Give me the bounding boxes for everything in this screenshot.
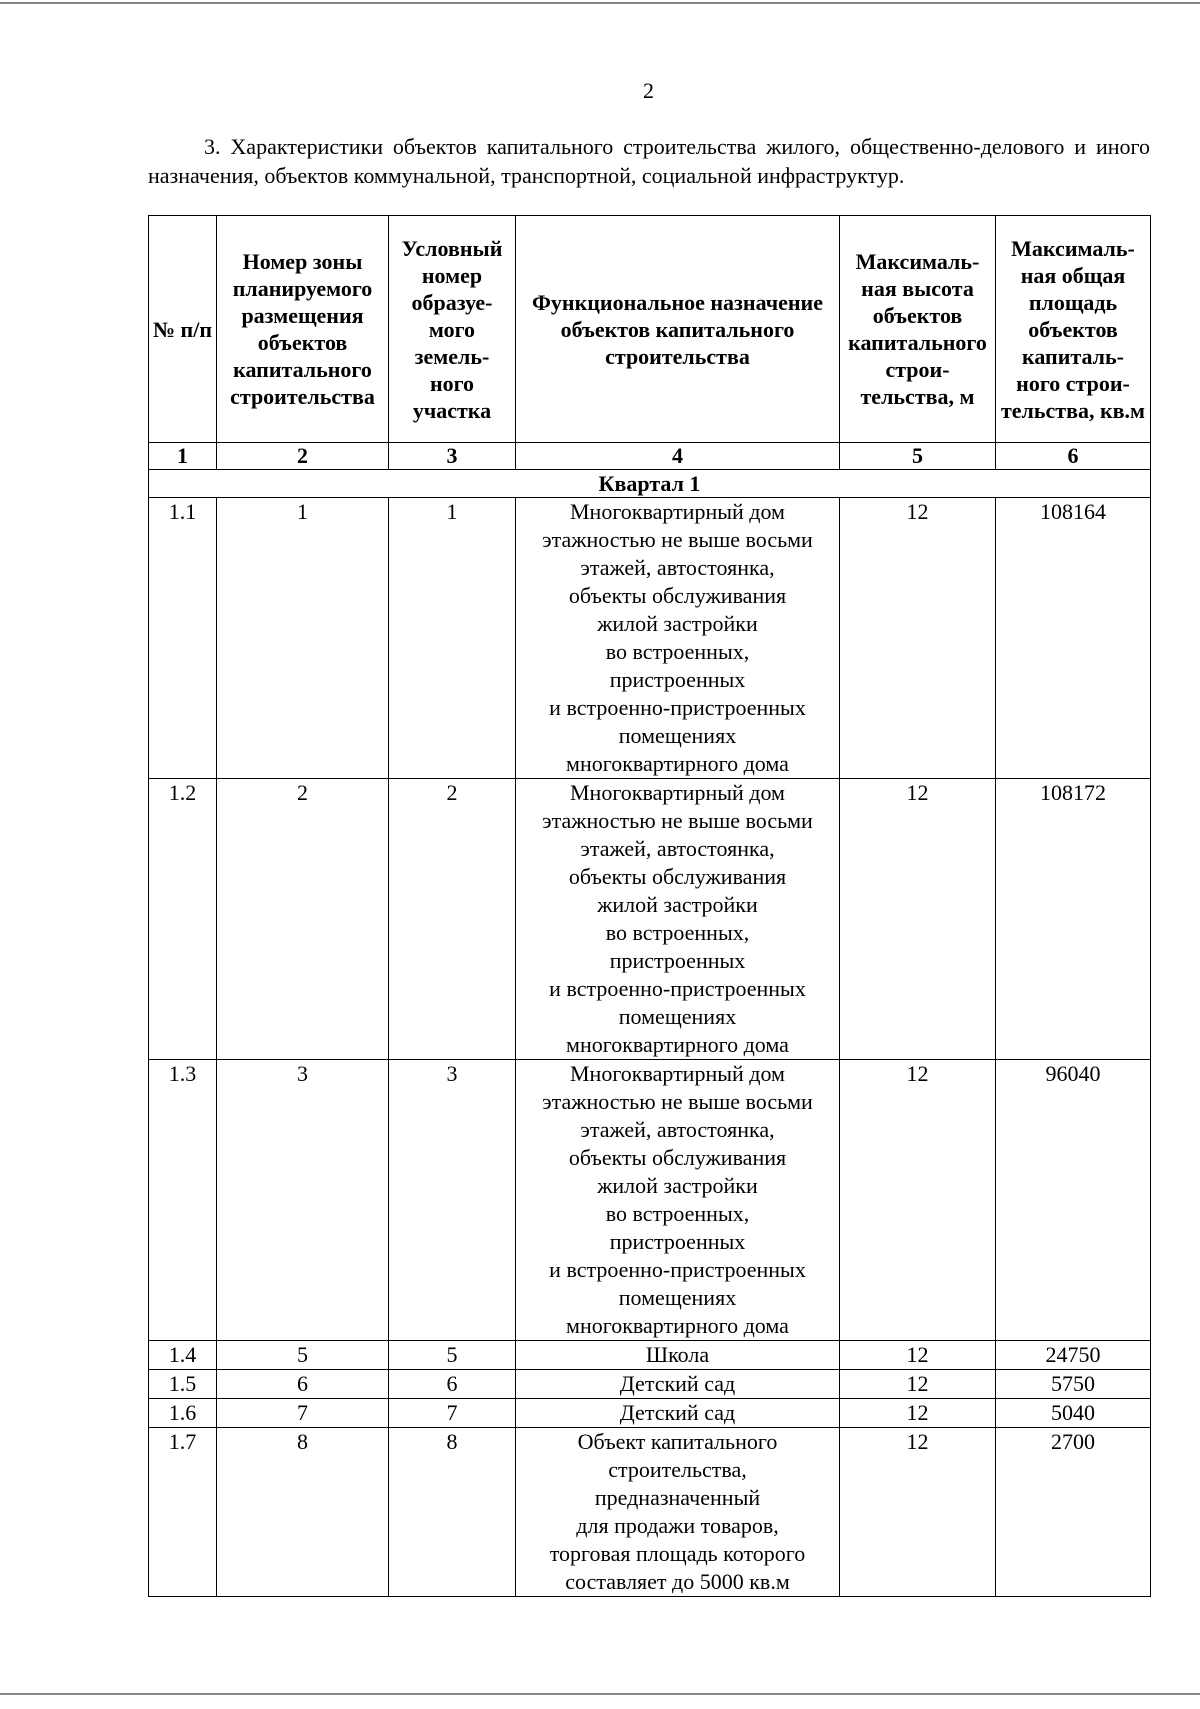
zone-number: 6: [217, 1370, 389, 1399]
functional-purpose: Многоквартирный дом этажностью не выше восьми этажей, автостоянка, объекты обслуживания жилой застройки во встроенных, пристроенных и встроенно-пристроенных помещениях многоквартирного дома: [516, 498, 840, 779]
max-area: 5040: [996, 1399, 1151, 1428]
header-cell-max-height: Максималь- ная высота объектов капитального строи- тельства, м: [840, 216, 996, 443]
row-number: 1.7: [149, 1428, 217, 1597]
header-cell-max-area: Максималь- ная общая площадь объектов капиталь- ного строи- тельства, кв.м: [996, 216, 1151, 443]
max-height: 12: [840, 1399, 996, 1428]
header-cell-purpose: Функциональное назначение объектов капитального строительства: [516, 216, 840, 443]
header-cell-plot: Условный номер образуе- мого земель- ного участка: [389, 216, 516, 443]
table-row: [149, 498, 1151, 779]
plot-number: 2: [389, 779, 516, 1060]
section-title: Квартал 1: [149, 470, 1151, 498]
plot-number: 5: [389, 1341, 516, 1370]
column-number: 2: [217, 443, 389, 470]
max-area: 108172: [996, 779, 1151, 1060]
functional-purpose: Многоквартирный дом этажностью не выше восьми этажей, автостоянка, объекты обслуживания жилой застройки во встроенных, пристроенных и встроенно-пристроенных помещениях многоквартирного дома: [516, 779, 840, 1060]
scan-edge-bottom: [0, 1693, 1200, 1695]
capital-construction-table: [148, 215, 1151, 1597]
max-height: 12: [840, 779, 996, 1060]
max-area: 108164: [996, 498, 1151, 779]
plot-number: 8: [389, 1428, 516, 1597]
max-height: 12: [840, 1341, 996, 1370]
zone-number: 5: [217, 1341, 389, 1370]
table-row: [149, 1370, 1151, 1399]
table-row: [149, 1060, 1151, 1341]
max-area: 24750: [996, 1341, 1151, 1370]
table-row: [149, 779, 1151, 1060]
column-number: 5: [840, 443, 996, 470]
max-area: 5750: [996, 1370, 1151, 1399]
zone-number: 2: [217, 779, 389, 1060]
page-number: 2: [643, 78, 654, 103]
max-height: 12: [840, 1370, 996, 1399]
zone-number: 8: [217, 1428, 389, 1597]
row-number: 1.4: [149, 1341, 217, 1370]
plot-number: 7: [389, 1399, 516, 1428]
header-cell-zone: Номер зоны планируемого размещения объектов капитального строительства: [217, 216, 389, 443]
column-number: 3: [389, 443, 516, 470]
functional-purpose: Объект капитального строительства, предназначенный для продажи товаров, торговая площадь которого составляет до 5000 кв.м: [516, 1428, 840, 1597]
row-number: 1.5: [149, 1370, 217, 1399]
functional-purpose: Детский сад: [516, 1370, 840, 1399]
max-height: 12: [840, 1428, 996, 1597]
plot-number: 1: [389, 498, 516, 779]
plot-number: 6: [389, 1370, 516, 1399]
table-row: [149, 1428, 1151, 1597]
zone-number: 3: [217, 1060, 389, 1341]
zone-number: 7: [217, 1399, 389, 1428]
row-number: 1.6: [149, 1399, 217, 1428]
max-area: 96040: [996, 1060, 1151, 1341]
max-height: 12: [840, 498, 996, 779]
section-intro-paragraph: 3. Характеристики объектов капитального строительства жилого, общественно-делового и иного назначения, объектов коммунальной, транспортной, социальной инфраструктур.: [148, 134, 1150, 188]
column-number: 1: [149, 443, 217, 470]
zone-number: 1: [217, 498, 389, 779]
row-number: 1.1: [149, 498, 217, 779]
row-number: 1.2: [149, 779, 217, 1060]
table-row: [149, 1399, 1151, 1428]
header-cell-number: № п/п: [149, 216, 217, 443]
functional-purpose: Детский сад: [516, 1399, 840, 1428]
functional-purpose: Многоквартирный дом этажностью не выше восьми этажей, автостоянка, объекты обслуживания жилой застройки во встроенных, пристроенных и встроенно-пристроенных помещениях многоквартирного дома: [516, 1060, 840, 1341]
max-height: 12: [840, 1060, 996, 1341]
column-number: 6: [996, 443, 1151, 470]
table-row: [149, 1341, 1151, 1370]
column-number: 4: [516, 443, 840, 470]
section-row: [149, 470, 1151, 498]
max-area: 2700: [996, 1428, 1151, 1597]
column-number-row: [149, 443, 1151, 470]
table-header-row: [149, 216, 1151, 443]
plot-number: 3: [389, 1060, 516, 1341]
scan-edge-top: [0, 2, 1200, 4]
functional-purpose: Школа: [516, 1341, 840, 1370]
row-number: 1.3: [149, 1060, 217, 1341]
